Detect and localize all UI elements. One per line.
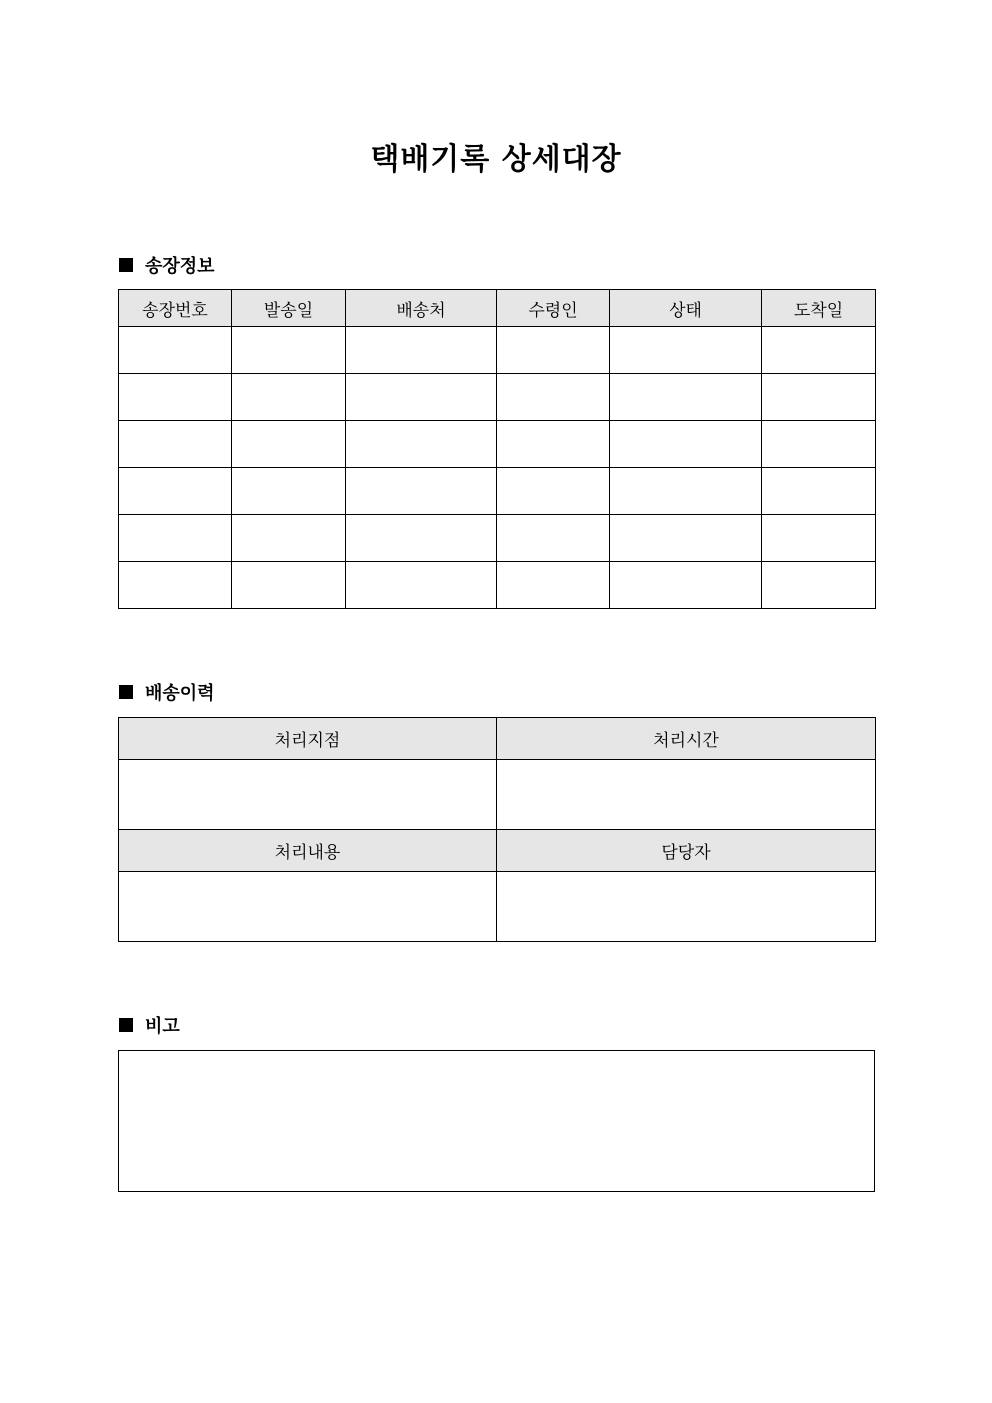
table-cell[interactable]	[346, 468, 497, 515]
section-heading-history	[119, 680, 215, 704]
table-cell[interactable]	[610, 374, 762, 421]
table-cell[interactable]	[232, 421, 346, 468]
field-value-manager[interactable]	[497, 872, 876, 942]
square-bullet-icon	[119, 685, 133, 699]
table-cell[interactable]	[119, 515, 232, 562]
table-cell[interactable]	[497, 421, 610, 468]
table-cell[interactable]	[346, 562, 497, 609]
table-cell[interactable]	[232, 562, 346, 609]
table-cell[interactable]	[232, 327, 346, 374]
table-cell[interactable]	[119, 468, 232, 515]
section-heading-remarks	[119, 1013, 180, 1037]
section-heading-label: 배송이력	[145, 683, 215, 704]
table-cell[interactable]	[497, 515, 610, 562]
column-header-invoice-number: 송장번호	[119, 290, 232, 327]
square-bullet-icon	[119, 258, 133, 272]
table-header-row	[119, 718, 876, 760]
table-row	[119, 468, 876, 515]
table-cell[interactable]	[497, 468, 610, 515]
table-cell[interactable]	[497, 327, 610, 374]
field-label-content: 처리내용	[119, 830, 497, 872]
column-header-recipient: 수령인	[497, 290, 610, 327]
table-cell[interactable]	[346, 515, 497, 562]
table-cell[interactable]	[762, 515, 876, 562]
column-header-arrival-date: 도착일	[762, 290, 876, 327]
table-row	[119, 327, 876, 374]
table-row	[119, 374, 876, 421]
table-cell[interactable]	[232, 515, 346, 562]
field-label-time: 처리시간	[497, 718, 876, 760]
field-value-branch[interactable]	[119, 760, 497, 830]
column-header-status: 상태	[610, 290, 762, 327]
column-header-ship-date: 발송일	[232, 290, 346, 327]
history-table	[118, 717, 876, 942]
table-cell[interactable]	[610, 421, 762, 468]
table-row	[119, 562, 876, 609]
field-value-content[interactable]	[119, 872, 497, 942]
table-header-row	[119, 290, 876, 327]
table-row	[119, 515, 876, 562]
table-cell[interactable]	[346, 421, 497, 468]
section-heading-label: 송장정보	[145, 256, 215, 277]
table-row	[119, 760, 876, 830]
table-cell[interactable]	[762, 374, 876, 421]
square-bullet-icon	[119, 1018, 133, 1032]
field-value-time[interactable]	[497, 760, 876, 830]
table-cell[interactable]	[232, 468, 346, 515]
remarks-box[interactable]	[118, 1050, 875, 1192]
table-cell[interactable]	[346, 374, 497, 421]
table-header-row	[119, 830, 876, 872]
field-label-branch: 처리지점	[119, 718, 497, 760]
page-title: 택배기록 상세대장	[370, 142, 622, 177]
table-cell[interactable]	[762, 327, 876, 374]
column-header-destination: 배송처	[346, 290, 497, 327]
table-cell[interactable]	[119, 327, 232, 374]
section-heading-label: 비고	[145, 1016, 180, 1037]
section-heading-invoice	[119, 253, 215, 277]
table-row	[119, 421, 876, 468]
table-cell[interactable]	[762, 468, 876, 515]
table-cell[interactable]	[232, 374, 346, 421]
table-cell[interactable]	[119, 421, 232, 468]
table-cell[interactable]	[119, 374, 232, 421]
table-cell[interactable]	[119, 562, 232, 609]
table-cell[interactable]	[610, 327, 762, 374]
table-cell[interactable]	[762, 562, 876, 609]
table-cell[interactable]	[497, 562, 610, 609]
table-cell[interactable]	[497, 374, 610, 421]
table-cell[interactable]	[762, 421, 876, 468]
table-cell[interactable]	[610, 515, 762, 562]
invoice-table	[118, 289, 876, 609]
table-cell[interactable]	[610, 562, 762, 609]
table-row	[119, 872, 876, 942]
table-cell[interactable]	[346, 327, 497, 374]
field-label-manager: 담당자	[497, 830, 876, 872]
table-cell[interactable]	[610, 468, 762, 515]
